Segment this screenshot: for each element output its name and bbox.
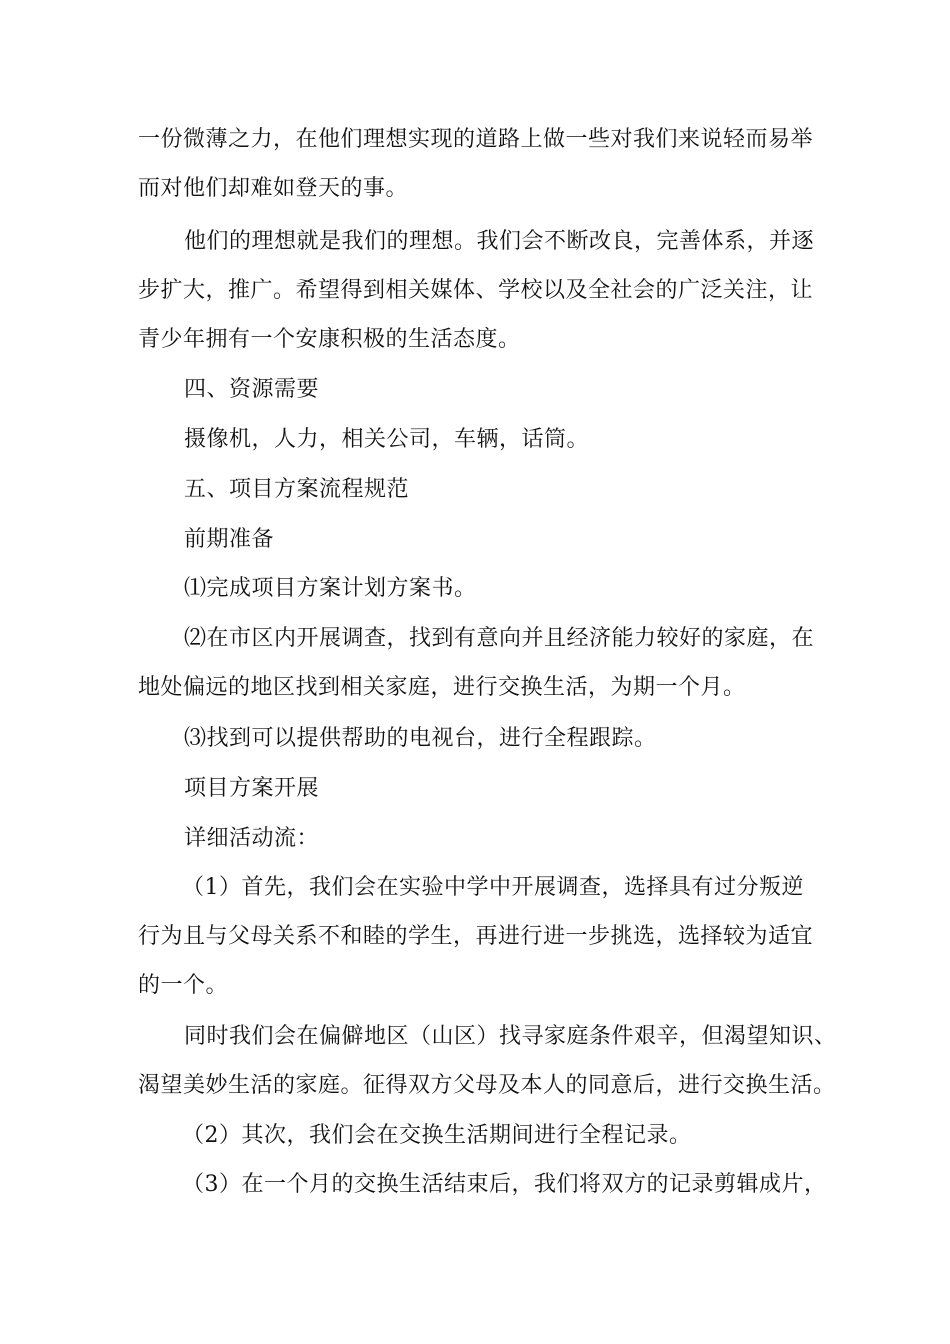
text-line: 他们的理想就是我们的理想。我们会不断改良，完善体系，并逐 bbox=[184, 229, 815, 254]
text-line: 四、资源需要 bbox=[184, 377, 320, 402]
subheading-preparation bbox=[138, 515, 828, 564]
text-line: 青少年拥有一个安康积极的生活态度。 bbox=[138, 327, 521, 352]
text-line: 一份微薄之力，在他们理想实现的道路上做一些对我们来说轻而易举 bbox=[138, 127, 814, 152]
text-line: 的一个。 bbox=[138, 973, 229, 998]
text-line: 项目方案开展 bbox=[184, 776, 320, 801]
text-line: 步扩大，推广。希望得到相关媒体、学校以及全社会的广泛关注，让 bbox=[138, 278, 814, 303]
paragraph-step-1 bbox=[138, 863, 828, 1010]
text-line: 详细活动流： bbox=[184, 826, 320, 851]
section-heading-resources bbox=[138, 365, 828, 414]
text-line: ⑴完成项目方案计划方案书。 bbox=[184, 576, 477, 601]
list-item-2 bbox=[138, 614, 828, 712]
text-line: （3）在一个月的交换生活结束后，我们将双方的记录剪辑成片， bbox=[182, 1172, 827, 1197]
text-line: ⑶找到可以提供帮助的电视台，进行全程跟踪。 bbox=[184, 726, 657, 751]
text-line: 而对他们却难如登天的事。 bbox=[138, 176, 409, 201]
paragraph-ideal bbox=[138, 217, 828, 364]
text-line: 地处偏远的地区找到相关家庭，进行交换生活，为期一个月。 bbox=[138, 675, 746, 700]
text-line: 前期准备 bbox=[184, 527, 275, 552]
section-heading-process bbox=[138, 465, 828, 514]
subheading-activity-flow bbox=[138, 814, 828, 863]
text-line: 五、项目方案流程规范 bbox=[184, 477, 410, 502]
text-line: ⑵在市区内开展调查，找到有意向并且经济能力较好的家庭，在 bbox=[184, 626, 815, 651]
text-line: 摄像机，人力，相关公司，车辆，话筒。 bbox=[184, 427, 590, 452]
text-line: 同时我们会在偏僻地区（山区）找寻家庭条件艰辛，但渴望知识、 bbox=[184, 1024, 837, 1049]
paragraph-step-2 bbox=[138, 1111, 828, 1160]
text-line: （1）首先，我们会在实验中学中开展调查，选择具有过分叛逆 bbox=[182, 875, 804, 900]
paragraph-rural-family bbox=[138, 1012, 837, 1110]
text-line: （2）其次，我们会在交换生活期间进行全程记录。 bbox=[182, 1123, 692, 1148]
list-item-1 bbox=[138, 564, 828, 613]
text-line: 渴望美妙生活的家庭。征得双方父母及本人的同意后，进行交换生活。 bbox=[138, 1073, 836, 1098]
text-line: 行为且与父母关系不和睦的学生，再进行进一步挑选，选择较为适宜 bbox=[138, 924, 814, 949]
subheading-project-launch bbox=[138, 764, 828, 813]
paragraph-resource-list bbox=[138, 415, 828, 464]
paragraph-step-3 bbox=[138, 1160, 828, 1209]
list-item-3 bbox=[138, 714, 828, 763]
paragraph-intro-continuation bbox=[138, 115, 828, 213]
